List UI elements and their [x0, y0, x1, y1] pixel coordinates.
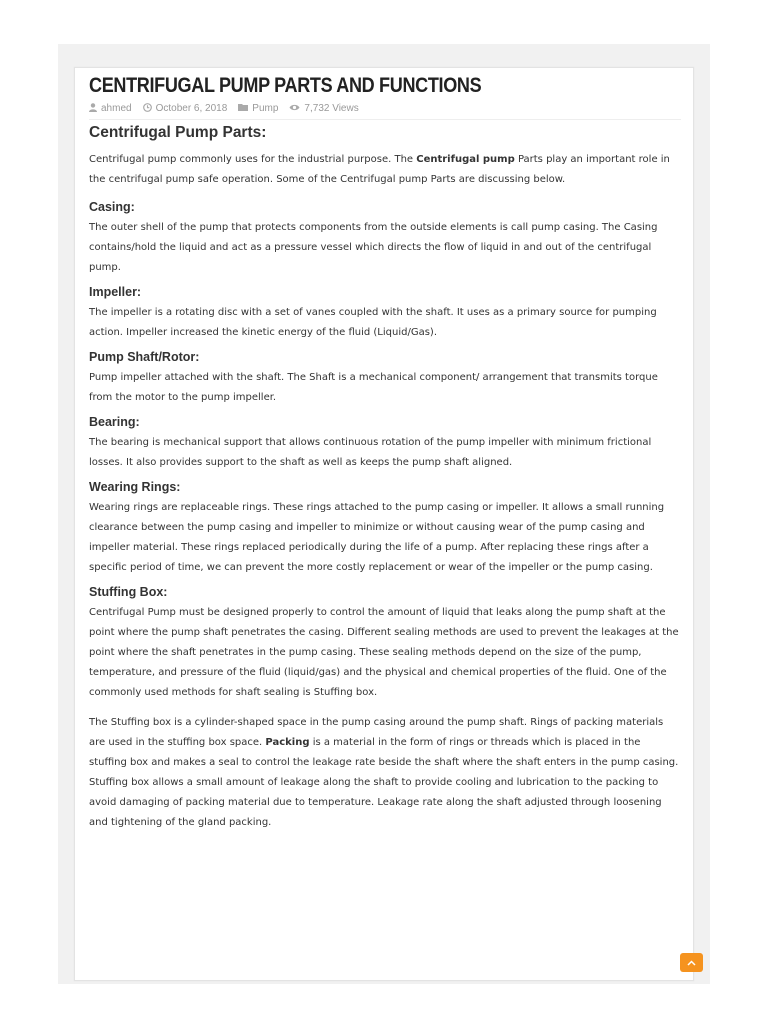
- section-heading-wearing-rings: Wearing Rings:: [89, 480, 181, 494]
- meta-category-link[interactable]: Pump: [252, 103, 279, 114]
- article-card: [74, 67, 694, 981]
- intro-text-post: Parts play an important role in the centrifugal pump safe operation. Some of the Centrifugal pump Parts are discussing below.: [89, 154, 670, 185]
- user-icon: [89, 103, 97, 115]
- section-heading-pump-parts: Centrifugal Pump Parts:: [89, 124, 267, 141]
- clock-icon: [143, 103, 152, 115]
- stuffing-box-text-pre: The Stuffing box is a cylinder-shaped space in the pump casing around the pump shaft. Rings of packing materials are used in the stuffing box space.: [89, 717, 664, 748]
- intro-text-pre: Centrifugal pump commonly uses for the industrial purpose. The: [89, 154, 417, 165]
- section-text-wearing-rings: Wearing rings are replaceable rings. These rings attached to the pump casing or impeller. It allows a small running clearance between the pump casing and impeller to minimize or without causing wear of the pump casing and impeller material. These rings replaced periodically during the life of a pump. After replacing these rings after a specific period of time, we can prevent the more costly replacement or wear of the impeller or the pump casing.: [89, 502, 665, 573]
- section-heading-bearing: Bearing:: [89, 415, 140, 429]
- meta-date-text: October 6, 2018: [155, 103, 228, 114]
- eye-icon: [289, 103, 300, 114]
- section-heading-impeller: Impeller:: [89, 285, 142, 299]
- section-text-casing: The outer shell of the pump that protects components from the outside elements is call pump casing. The Casing contains/hold the liquid and act as a pressure vessel which directs the flow of liquid in and out of the centrifugal pump.: [89, 222, 658, 273]
- intro-paragraph: [89, 150, 681, 190]
- chevron-up-icon: [687, 957, 696, 968]
- meta-category[interactable]: [238, 103, 278, 114]
- section-text-stuffing-box-2: [89, 713, 681, 833]
- section-heading-stuffing-box: Stuffing Box:: [89, 585, 168, 599]
- article-meta: [89, 101, 681, 120]
- meta-author[interactable]: [89, 103, 132, 115]
- section-heading-pump-shaft: Pump Shaft/Rotor:: [89, 350, 200, 364]
- article-title: CENTRIFUGAL PUMP PARTS AND FUNCTIONS: [89, 74, 482, 97]
- intro-text-bold: Centrifugal pump: [416, 154, 515, 165]
- section-text-bearing: The bearing is mechanical support that allows continuous rotation of the pump impeller with minimum frictional losses. It also provides support to the shaft as well as keeps the pump shaft aligned.: [89, 437, 652, 468]
- meta-views-count: 7,732 Views: [304, 103, 359, 114]
- folder-icon: [238, 103, 248, 114]
- meta-views: [289, 103, 358, 114]
- stuffing-box-text-post: is a material in the form of rings or threads which is placed in the stuffing box and makes a seal to control the leakage rate beside the shaft where the shaft enters in the pump casing. Stuffing box allows a small amount of leakage along the shaft to provide cooling and lubrication to the packing to avoid damaging of packing material due to temperature. Leakage rate along the shaft adjusted through loosening and tightening of the gland packing.: [89, 737, 679, 828]
- section-heading-casing: Casing:: [89, 200, 135, 214]
- meta-date: [143, 103, 228, 115]
- stuffing-box-text-bold: Packing: [265, 737, 310, 748]
- meta-author-name: ahmed: [101, 103, 132, 114]
- section-text-stuffing-box-1: Centrifugal Pump must be designed properly to control the amount of liquid that leaks along the pump shaft at the point where the pump shaft penetrates the casing. Different sealing methods are used to prevent the leakages at the point where the shaft penetrates in the pump casing. These sealing methods depend on the size of the pump, temperature, and pressure of the fluid (liquid/gas) and the physical and chemical properties of the fluid. One of the commonly used methods for shaft sealing is Stuffing box.: [89, 607, 679, 698]
- section-text-impeller: The impeller is a rotating disc with a set of vanes coupled with the shaft. It uses as a primary source for pumping action. Impeller increased the kinetic energy of the fluid (Liquid/Gas).: [89, 307, 657, 338]
- section-text-pump-shaft: Pump impeller attached with the shaft. The Shaft is a mechanical component/ arrangement that transmits torque from the motor to the pump impeller.: [89, 372, 658, 403]
- scroll-to-top-button[interactable]: [680, 953, 703, 972]
- article-body: [89, 124, 681, 843]
